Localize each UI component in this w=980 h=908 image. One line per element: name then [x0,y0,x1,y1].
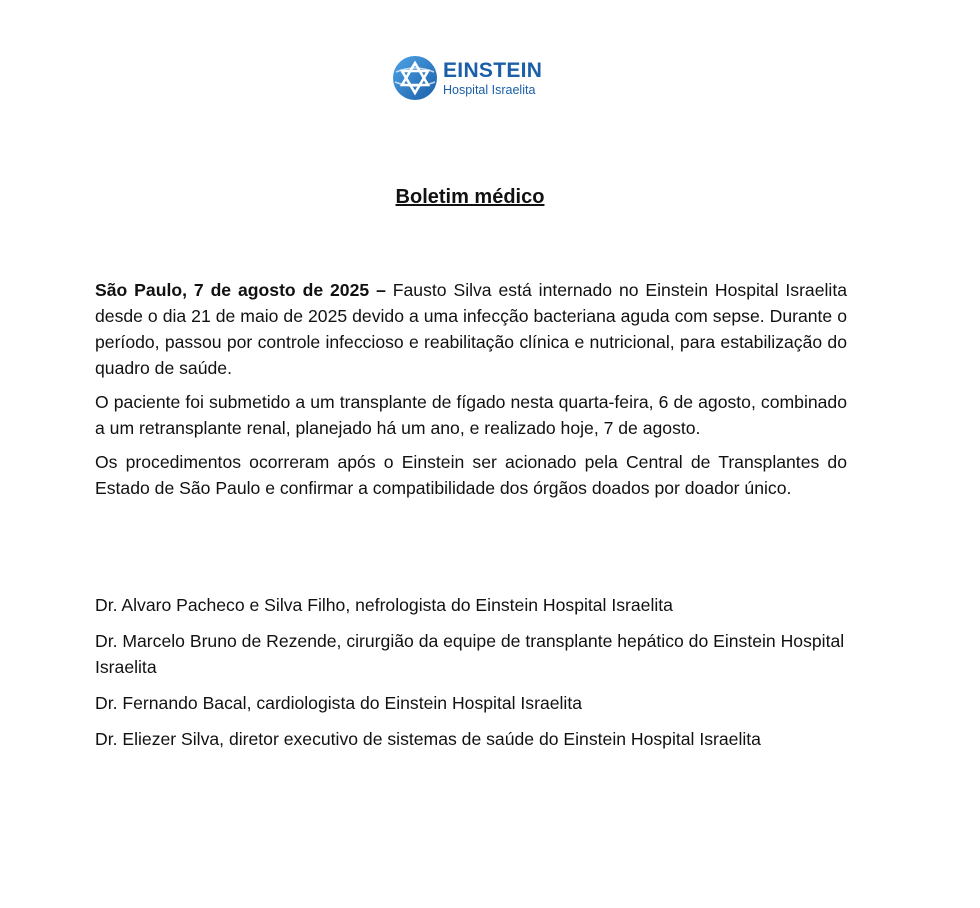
bulletin-body [95,277,847,501]
paragraph-1 [95,277,847,381]
logo-subtitle: Hospital Israelita [443,82,536,97]
paragraph-1-text: Fausto Silva está internado no Einstein Hospital Israelita desde o dia 21 de maio de 2025 devido a uma infecção bacteriana aguda com sepse. Durante o período, passou por controle infeccioso e reabilitação clínica e nutricional, para estabilização do quadro de saúde. [95,280,847,378]
paragraph-3: Os procedimentos ocorreram após o Einstein ser acionado pela Central de Transplantes do Estado de São Paulo e confirmar a compatibilidade dos órgãos doados por doador único. [95,452,847,498]
star-of-david-globe-icon [392,55,438,101]
signatures [95,592,855,752]
signature-1: Dr. Alvaro Pacheco e Silva Filho, nefrologista do Einstein Hospital Israelita [95,595,673,615]
page-title: Boletim médico [395,186,545,208]
paragraph-2: O paciente foi submetido a um transplante de fígado nesta quarta-feira, 6 de agosto, combinado a um retransplante renal, planejado há um ano, e realizado hoje, 7 de agosto. [95,392,847,438]
einstein-logo [392,55,542,101]
dateline: São Paulo, 7 de agosto de 2025 – [95,280,386,300]
logo-name: EINSTEIN [443,58,543,82]
signature-2: Dr. Marcelo Bruno de Rezende, cirurgião da equipe de transplante hepático do Einstein Hospital Israelita [95,631,845,677]
signature-3: Dr. Fernando Bacal, cardiologista do Einstein Hospital Israelita [95,693,583,713]
signature-4: Dr. Eliezer Silva, diretor executivo de sistemas de saúde do Einstein Hospital Israelita [95,729,761,749]
